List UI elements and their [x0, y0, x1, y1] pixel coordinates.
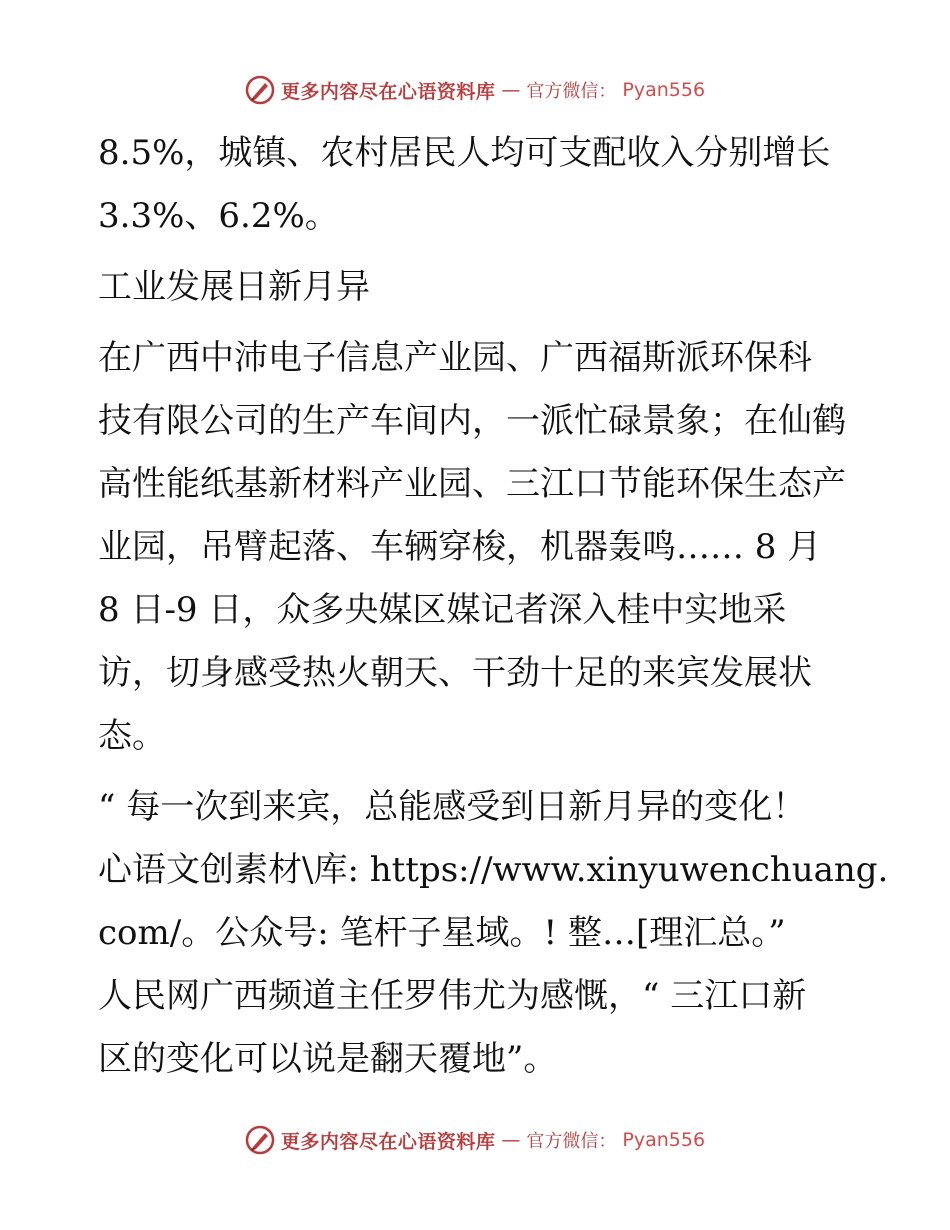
text-line: 8 日-9 日，众多央媒区媒记者深入桂中实地采 — [98, 590, 787, 630]
banner-dash: — — [501, 79, 521, 101]
pen-quill-seal-icon — [245, 75, 275, 105]
text-line: “ 每一次到来宾，总能感受到日新月异的变化！ — [98, 787, 807, 827]
banner-wechat-label: 官方微信： — [526, 81, 617, 102]
text-line: 区的变化可以说是翻天覆地”。 — [98, 1039, 558, 1079]
text-line: 高性能纸基新材料产业园、三江口节能环保生态产 — [98, 464, 846, 504]
document-body — [98, 122, 889, 1091]
paragraph-industry — [98, 327, 850, 768]
text-line: 8.5%，城镇、农村居民人均可支配收入分别增长 — [98, 133, 831, 173]
text-line: 态。 — [98, 716, 166, 756]
banner-main-text: 更多内容尽在心语资料库 — [280, 1130, 496, 1153]
text-line: 心语文创素材\库: https://www.xinyuwenchuang. — [98, 850, 889, 890]
text-line: com/。公众号: 笔杆子星域。! 整…[理汇总。” — [98, 913, 786, 953]
text-line: 业园，吊臂起落、车辆穿梭，机器轰鸣…… 8 月 — [98, 527, 822, 567]
footer-watermark-banner — [0, 1120, 950, 1160]
banner-dash: — — [501, 1129, 521, 1151]
pen-quill-seal-icon — [245, 1125, 275, 1155]
header-watermark-banner — [0, 70, 950, 110]
text-line: 在广西中沛电子信息产业园、广西福斯派环保科 — [98, 338, 812, 378]
banner-wechat-id: Pyan556 — [622, 79, 706, 101]
banner-wechat-label: 官方微信： — [526, 1131, 617, 1152]
text-line: 3.3%、6.2%。 — [98, 196, 339, 236]
paragraph-income — [98, 122, 850, 248]
banner-wechat-id: Pyan556 — [622, 1129, 706, 1151]
text-line: 技有限公司的生产车间内，一派忙碌景象；在仙鹤 — [98, 401, 846, 441]
text-line: 人民网广西频道主任罗伟尤为感慨，“ 三江口新 — [98, 976, 807, 1016]
section-heading: 工业发展日新月异 — [98, 267, 370, 307]
banner-main-text: 更多内容尽在心语资料库 — [280, 80, 496, 103]
paragraph-quote — [98, 776, 889, 1091]
text-line: 访，切身感受热火朝天、干劲十足的来宾发展状 — [98, 653, 812, 693]
